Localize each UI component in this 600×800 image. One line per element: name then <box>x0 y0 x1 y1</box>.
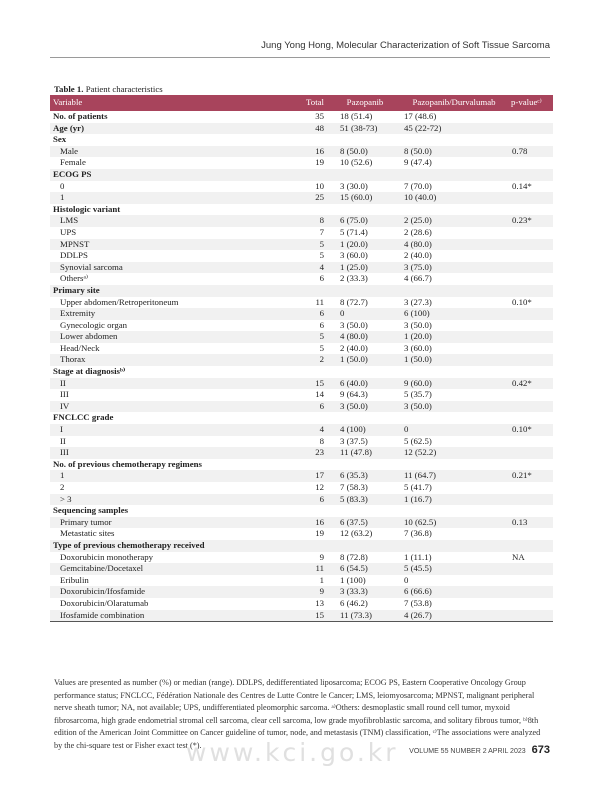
cell-total: 6 <box>248 401 330 413</box>
cell-variable: II <box>50 378 248 390</box>
cell-p-value <box>508 227 553 239</box>
cell-variable: Primary site <box>50 285 248 297</box>
cell-pazopanib-durvalumab: 4 (66.7) <box>404 273 432 284</box>
cell-total <box>248 540 330 552</box>
running-head: Jung Yong Hong, Molecular Characterization of Soft Tissue Sarcoma <box>261 40 550 51</box>
table-row <box>50 424 553 436</box>
cell-variable: Extremity <box>50 308 248 320</box>
cell-variable: FNCLCC grade <box>53 412 114 423</box>
cell-variable: Upper abdomen/Retroperitoneum <box>60 296 179 307</box>
cell-p-value <box>508 204 553 216</box>
table-row <box>50 343 553 355</box>
cell-total: 5 <box>319 342 324 353</box>
cell-total: 16 <box>248 146 330 158</box>
cell-p-value <box>508 459 553 471</box>
cell-pazopanib: 8 (72.8) <box>340 551 368 562</box>
cell-pazopanib: 1 (100) <box>340 574 366 585</box>
cell-variable: Thorax <box>50 354 248 366</box>
cell-pazopanib-durvalumab: 0 <box>400 424 508 436</box>
cell-pazopanib-durvalumab: 7 (70.0) <box>404 180 432 191</box>
cell-variable: 1 <box>50 192 248 204</box>
cell-total: 6 <box>248 494 330 506</box>
cell-pazopanib-durvalumab: 5 (45.5) <box>400 563 508 575</box>
cell-p-value <box>508 586 553 598</box>
cell-pazopanib-durvalumab <box>400 505 508 517</box>
cell-total: 9 <box>319 551 324 562</box>
cell-total <box>248 505 330 517</box>
table-row <box>50 354 553 366</box>
table-row <box>50 134 553 146</box>
table-row <box>50 239 553 251</box>
cell-pazopanib-durvalumab: 3 (75.0) <box>400 262 508 274</box>
cell-total: 19 <box>315 157 324 168</box>
cell-variable: ECOG PS <box>50 169 248 181</box>
cell-p-value <box>508 308 553 320</box>
cell-total <box>248 459 330 471</box>
cell-pazopanib-durvalumab: 1 (16.7) <box>400 494 508 506</box>
cell-pazopanib: 6 (37.5) <box>330 517 400 529</box>
cell-pazopanib: 6 (75.0) <box>330 215 400 227</box>
cell-p-value <box>508 239 553 251</box>
cell-pazopanib: 3 (50.0) <box>340 319 368 330</box>
cell-pazopanib: 1 (50.0) <box>330 354 400 366</box>
cell-pazopanib-durvalumab <box>400 285 508 297</box>
cell-pazopanib-durvalumab: 6 (100) <box>400 308 508 320</box>
cell-variable: Age (yr) <box>50 123 248 135</box>
cell-pazopanib-durvalumab: 9 (47.4) <box>404 157 432 168</box>
cell-p-value <box>508 169 553 181</box>
table-body <box>50 111 553 622</box>
cell-variable: UPS <box>60 226 77 237</box>
cell-total: 2 <box>248 354 330 366</box>
cell-pazopanib-durvalumab: 3 (60.0) <box>404 342 432 353</box>
table-row <box>50 598 553 610</box>
table-row <box>50 610 553 622</box>
cell-p-value <box>508 262 553 274</box>
cell-pazopanib: 6 (40.0) <box>330 378 400 390</box>
cell-pazopanib-durvalumab <box>400 134 508 146</box>
cell-p-value <box>508 610 553 622</box>
cell-pazopanib-durvalumab: 4 (26.7) <box>400 610 508 622</box>
cell-variable: Lower abdomen <box>50 331 248 343</box>
cell-variable: Othersᵃ⁾ <box>60 273 89 284</box>
cell-pazopanib <box>330 134 400 146</box>
cell-p-value <box>508 157 553 169</box>
cell-variable: No. of patients <box>53 111 108 121</box>
cell-variable: Gynecologic organ <box>60 319 128 330</box>
table-row <box>50 215 553 227</box>
cell-pazopanib-durvalumab: 2 (28.6) <box>404 226 432 237</box>
table-row <box>50 378 553 390</box>
cell-total: 4 <box>248 424 330 436</box>
cell-total: 6 <box>319 273 324 284</box>
cell-p-value <box>508 447 553 459</box>
cell-pazopanib: 8 (50.0) <box>330 146 400 158</box>
cell-pazopanib-durvalumab: 1 (50.0) <box>400 354 508 366</box>
cell-p-value <box>508 192 553 204</box>
cell-p-value: NA <box>512 551 525 562</box>
cell-pazopanib-durvalumab: 4 (80.0) <box>400 239 508 251</box>
cell-total: 10 <box>315 180 324 191</box>
cell-p-value <box>508 540 553 552</box>
cell-pazopanib: 3 (37.5) <box>340 435 368 446</box>
cell-p-value <box>508 575 553 587</box>
cell-total: 8 <box>319 435 324 446</box>
cell-pazopanib-durvalumab <box>400 540 508 552</box>
cell-variable: Head/Neck <box>60 342 100 353</box>
cell-pazopanib: 11 (73.3) <box>330 610 400 622</box>
cell-p-value <box>508 412 553 424</box>
cell-p-value: 0.13 <box>508 517 553 529</box>
cell-p-value: 0.14* <box>512 180 532 191</box>
page-footer <box>409 744 550 756</box>
cell-total <box>248 412 330 424</box>
table-row <box>50 250 553 262</box>
cell-pazopanib-durvalumab: 12 (52.2) <box>400 447 508 459</box>
cell-total: 14 <box>315 389 324 400</box>
cell-pazopanib-durvalumab: 11 (64.7) <box>400 470 508 482</box>
cell-total: 5 <box>248 331 330 343</box>
cell-total: 5 <box>319 250 324 261</box>
cell-total: 9 <box>248 586 330 598</box>
cell-pazopanib: 11 (47.8) <box>330 447 400 459</box>
cell-pazopanib <box>330 505 400 517</box>
cell-pazopanib-durvalumab <box>400 204 508 216</box>
table-row <box>50 146 553 158</box>
cell-pazopanib-durvalumab: 7 (53.8) <box>404 597 432 608</box>
cell-p-value: 0.42* <box>508 378 553 390</box>
table-row <box>50 482 553 494</box>
table-row <box>50 436 553 448</box>
cell-p-value <box>508 250 553 262</box>
cell-p-value <box>508 366 553 378</box>
cell-pazopanib: 3 (60.0) <box>340 250 368 261</box>
cell-p-value <box>508 331 553 343</box>
cell-pazopanib-durvalumab: 7 (36.8) <box>404 528 432 539</box>
cell-p-value <box>508 123 553 135</box>
cell-pazopanib-durvalumab <box>400 366 508 378</box>
cell-total <box>248 169 330 181</box>
cell-p-value <box>508 111 553 123</box>
cell-total: 6 <box>248 308 330 320</box>
cell-p-value: 0.10* <box>508 424 553 436</box>
table-row <box>50 308 553 320</box>
watermark: www.kci.go.kr <box>186 738 399 767</box>
cell-total: 11 <box>248 563 330 575</box>
cell-pazopanib-durvalumab: 6 (66.6) <box>400 586 508 598</box>
header-rule <box>50 57 550 58</box>
cell-total <box>248 204 330 216</box>
cell-variable: 2 <box>60 482 65 492</box>
cell-pazopanib: 3 (33.3) <box>330 586 400 598</box>
cell-total <box>248 134 330 146</box>
cell-total: 7 <box>319 226 324 237</box>
cell-pazopanib-durvalumab: 2 (25.0) <box>400 215 508 227</box>
cell-variable: Stage at diagnosisᵇ⁾ <box>53 366 126 377</box>
cell-p-value: 0.23* <box>508 215 553 227</box>
table-row <box>50 111 553 123</box>
cell-pazopanib: 7 (58.3) <box>340 482 368 492</box>
cell-pazopanib-durvalumab: 1 (20.0) <box>400 331 508 343</box>
table-row <box>50 285 553 297</box>
cell-pazopanib: 6 (46.2) <box>340 597 368 608</box>
cell-variable: Doxorubicin/Olaratumab <box>60 597 149 608</box>
cell-variable: Histologic variant <box>53 203 121 214</box>
table-row <box>50 181 553 193</box>
table-row <box>50 297 553 309</box>
cell-variable: Metastatic sites <box>60 528 115 539</box>
cell-p-value <box>508 134 553 146</box>
cell-pazopanib-durvalumab: 5 (62.5) <box>404 435 432 446</box>
table-row <box>50 401 553 413</box>
cell-p-value <box>508 494 553 506</box>
cell-pazopanib: 51 (38-73) <box>330 123 400 135</box>
cell-pazopanib: 2 (40.0) <box>340 342 368 353</box>
table-label: Table 1. <box>54 84 84 94</box>
cell-pazopanib-durvalumab: 5 (41.7) <box>404 482 432 492</box>
cell-variable: Gemcitabine/Docetaxel <box>50 563 248 575</box>
table-row <box>50 331 553 343</box>
cell-pazopanib <box>330 285 400 297</box>
cell-variable: 1 <box>50 470 248 482</box>
table-row <box>50 540 553 552</box>
cell-pazopanib-durvalumab: 3 (50.0) <box>400 401 508 413</box>
cell-pazopanib: 6 (35.3) <box>330 470 400 482</box>
cell-pazopanib-durvalumab: 10 (40.0) <box>400 192 508 204</box>
cell-p-value <box>508 354 553 366</box>
cell-pazopanib <box>330 459 400 471</box>
table-row <box>50 192 553 204</box>
cell-total: 1 <box>319 574 324 585</box>
cell-pazopanib: 3 (30.0) <box>340 180 368 191</box>
table-row <box>50 575 553 587</box>
table-row <box>50 505 553 517</box>
col-header-pazopanib-durvalumab: Pazopanib/Durvalumab <box>400 95 508 111</box>
table-row <box>50 262 553 274</box>
cell-pazopanib-durvalumab: 1 (11.1) <box>404 551 432 562</box>
cell-pazopanib: 18 (51.4) <box>340 111 373 121</box>
cell-variable: Male <box>50 146 248 158</box>
col-header-total: Total <box>248 95 330 111</box>
cell-pazopanib: 6 (54.5) <box>330 563 400 575</box>
table-row <box>50 123 553 135</box>
table-row <box>50 204 553 216</box>
table-row <box>50 459 553 471</box>
cell-variable: Eribulin <box>60 574 89 585</box>
cell-variable: III <box>60 389 69 400</box>
cell-p-value <box>508 505 553 517</box>
cell-total: 35 <box>315 111 324 121</box>
table-row <box>50 586 553 598</box>
cell-total <box>248 366 330 378</box>
cell-pazopanib: 15 (60.0) <box>330 192 400 204</box>
table-row <box>50 470 553 482</box>
cell-p-value <box>508 343 553 355</box>
cell-variable: II <box>60 435 66 446</box>
cell-total: 8 <box>248 215 330 227</box>
cell-variable: Ifosfamide combination <box>50 610 248 622</box>
cell-pazopanib-durvalumab: 3 (27.3) <box>404 296 432 307</box>
footer-issue: VOLUME 55 NUMBER 2 APRIL 2023 <box>409 748 526 755</box>
col-header-variable: Variable <box>50 95 248 111</box>
cell-pazopanib: 9 (64.3) <box>340 389 368 400</box>
cell-pazopanib: 4 (80.0) <box>330 331 400 343</box>
cell-variable: Sex <box>53 134 67 145</box>
cell-total: 16 <box>248 517 330 529</box>
cell-total: 5 <box>248 239 330 251</box>
table-row <box>50 366 553 378</box>
cell-variable: IV <box>50 401 248 413</box>
cell-variable: No. of previous chemotherapy regimens <box>53 458 202 469</box>
cell-total: 15 <box>248 378 330 390</box>
cell-pazopanib-durvalumab: 9 (60.0) <box>400 378 508 390</box>
cell-pazopanib-durvalumab: 0 <box>404 574 409 585</box>
table-row <box>50 552 553 564</box>
cell-total: 19 <box>315 528 324 539</box>
cell-pazopanib <box>330 204 400 216</box>
cell-pazopanib: 2 (33.3) <box>340 273 368 284</box>
page-number: 673 <box>531 744 550 756</box>
cell-variable: MPNST <box>50 239 248 251</box>
cell-pazopanib <box>330 169 400 181</box>
cell-total: 12 <box>315 482 324 492</box>
cell-p-value <box>508 285 553 297</box>
table-caption <box>54 84 163 94</box>
cell-total: 6 <box>319 319 324 330</box>
cell-total: 4 <box>248 262 330 274</box>
cell-pazopanib-durvalumab <box>400 169 508 181</box>
table-row <box>50 273 553 285</box>
cell-p-value: 0.78 <box>508 146 553 158</box>
cell-total <box>248 285 330 297</box>
cell-p-value: 0.10* <box>512 296 532 307</box>
cell-p-value <box>508 320 553 332</box>
cell-variable: Type of previous chemotherapy received <box>50 540 248 552</box>
cell-pazopanib: 0 <box>330 308 400 320</box>
cell-variable: III <box>50 447 248 459</box>
cell-pazopanib-durvalumab: 2 (40.0) <box>404 250 432 261</box>
cell-variable: Doxorubicin/Ifosfamide <box>50 586 248 598</box>
cell-pazopanib <box>330 366 400 378</box>
cell-total: 25 <box>248 192 330 204</box>
cell-pazopanib-durvalumab <box>400 459 508 471</box>
cell-pazopanib-durvalumab: 10 (62.5) <box>400 517 508 529</box>
cell-variable: DDLPS <box>60 250 88 261</box>
cell-variable: LMS <box>50 215 248 227</box>
cell-total: 11 <box>315 296 324 307</box>
cell-pazopanib-durvalumab: 45 (22-72) <box>400 123 508 135</box>
cell-total: 48 <box>248 123 330 135</box>
table-row <box>50 227 553 239</box>
cell-p-value <box>508 389 553 401</box>
cell-pazopanib-durvalumab: 8 (50.0) <box>400 146 508 158</box>
cell-pazopanib-durvalumab: 5 (35.7) <box>404 389 432 400</box>
cell-p-value: 0.21* <box>508 470 553 482</box>
cell-variable: 0 <box>60 180 65 191</box>
table-header-row <box>50 95 553 111</box>
cell-pazopanib-durvalumab: 3 (50.0) <box>404 319 432 330</box>
patient-characteristics-table <box>50 95 553 622</box>
cell-total: 13 <box>315 597 324 608</box>
cell-pazopanib: 5 (71.4) <box>340 226 368 237</box>
cell-p-value <box>508 598 553 610</box>
table-row <box>50 169 553 181</box>
cell-p-value <box>508 401 553 413</box>
cell-pazopanib <box>330 412 400 424</box>
cell-variable: Primary tumor <box>50 517 248 529</box>
cell-variable: > 3 <box>50 494 248 506</box>
table-row <box>50 389 553 401</box>
cell-variable: Female <box>60 157 86 168</box>
cell-pazopanib: 5 (83.3) <box>330 494 400 506</box>
table-row <box>50 494 553 506</box>
cell-pazopanib-durvalumab <box>400 412 508 424</box>
cell-pazopanib-durvalumab: 17 (48.6) <box>404 111 437 121</box>
cell-p-value <box>508 482 553 494</box>
cell-pazopanib: 4 (100) <box>330 424 400 436</box>
cell-pazopanib: 12 (63.2) <box>340 528 373 539</box>
cell-p-value <box>508 273 553 285</box>
table-row <box>50 528 553 540</box>
cell-total: 15 <box>248 610 330 622</box>
cell-pazopanib: 8 (72.7) <box>340 296 368 307</box>
cell-p-value <box>508 436 553 448</box>
cell-variable: Sequencing samples <box>53 505 129 516</box>
cell-variable: Synovial sarcoma <box>50 262 248 274</box>
cell-pazopanib <box>330 540 400 552</box>
cell-variable: Doxorubicin monotherapy <box>60 551 154 562</box>
cell-p-value <box>508 528 553 540</box>
table-row <box>50 412 553 424</box>
cell-total: 17 <box>248 470 330 482</box>
cell-total: 23 <box>248 447 330 459</box>
table-row <box>50 563 553 575</box>
table-footnote: Values are presented as number (%) or median (range). DDLPS, dedifferentiated liposarcoma; ECOG PS, Eastern Cooperative Oncology Group performance status; FNCLCC, Fédération Nationale des Centres de Lutte Contre le Cancer; LMS, leiomyosarcoma; MPNST, malignant peripheral nerve sheath tumor; NA, not available; UPS, undifferentiated pleomorphic sarcoma. ᵃ⁾Others: desmoplastic small round cell tumor, myxoid fibrosarcoma, high grade endometrial stromal cell sarcoma, clear cell sarcoma, low grade myofibroblastic sarcoma, and solitary fibrous tumor, ᵇ⁾8th edition of the American Joint Committee on Cancer guideline of tumor, node, and metastasis (TNM) classification, ᶜ⁾The associations were analyzed by the chi-square test or Fisher exact test (*). <box>54 678 541 750</box>
cell-pazopanib: 3 (50.0) <box>330 401 400 413</box>
cell-pazopanib: 1 (20.0) <box>330 239 400 251</box>
cell-pazopanib: 10 (52.6) <box>340 157 373 168</box>
cell-variable: I <box>50 424 248 436</box>
cell-p-value <box>508 563 553 575</box>
table-row <box>50 157 553 169</box>
table-row <box>50 447 553 459</box>
table-title: Patient characteristics <box>85 84 163 94</box>
table-row <box>50 320 553 332</box>
col-header-p-value: p-valueᶜ⁾ <box>508 95 553 111</box>
table-row <box>50 517 553 529</box>
cell-pazopanib: 1 (25.0) <box>330 262 400 274</box>
col-header-pazopanib: Pazopanib <box>330 95 400 111</box>
